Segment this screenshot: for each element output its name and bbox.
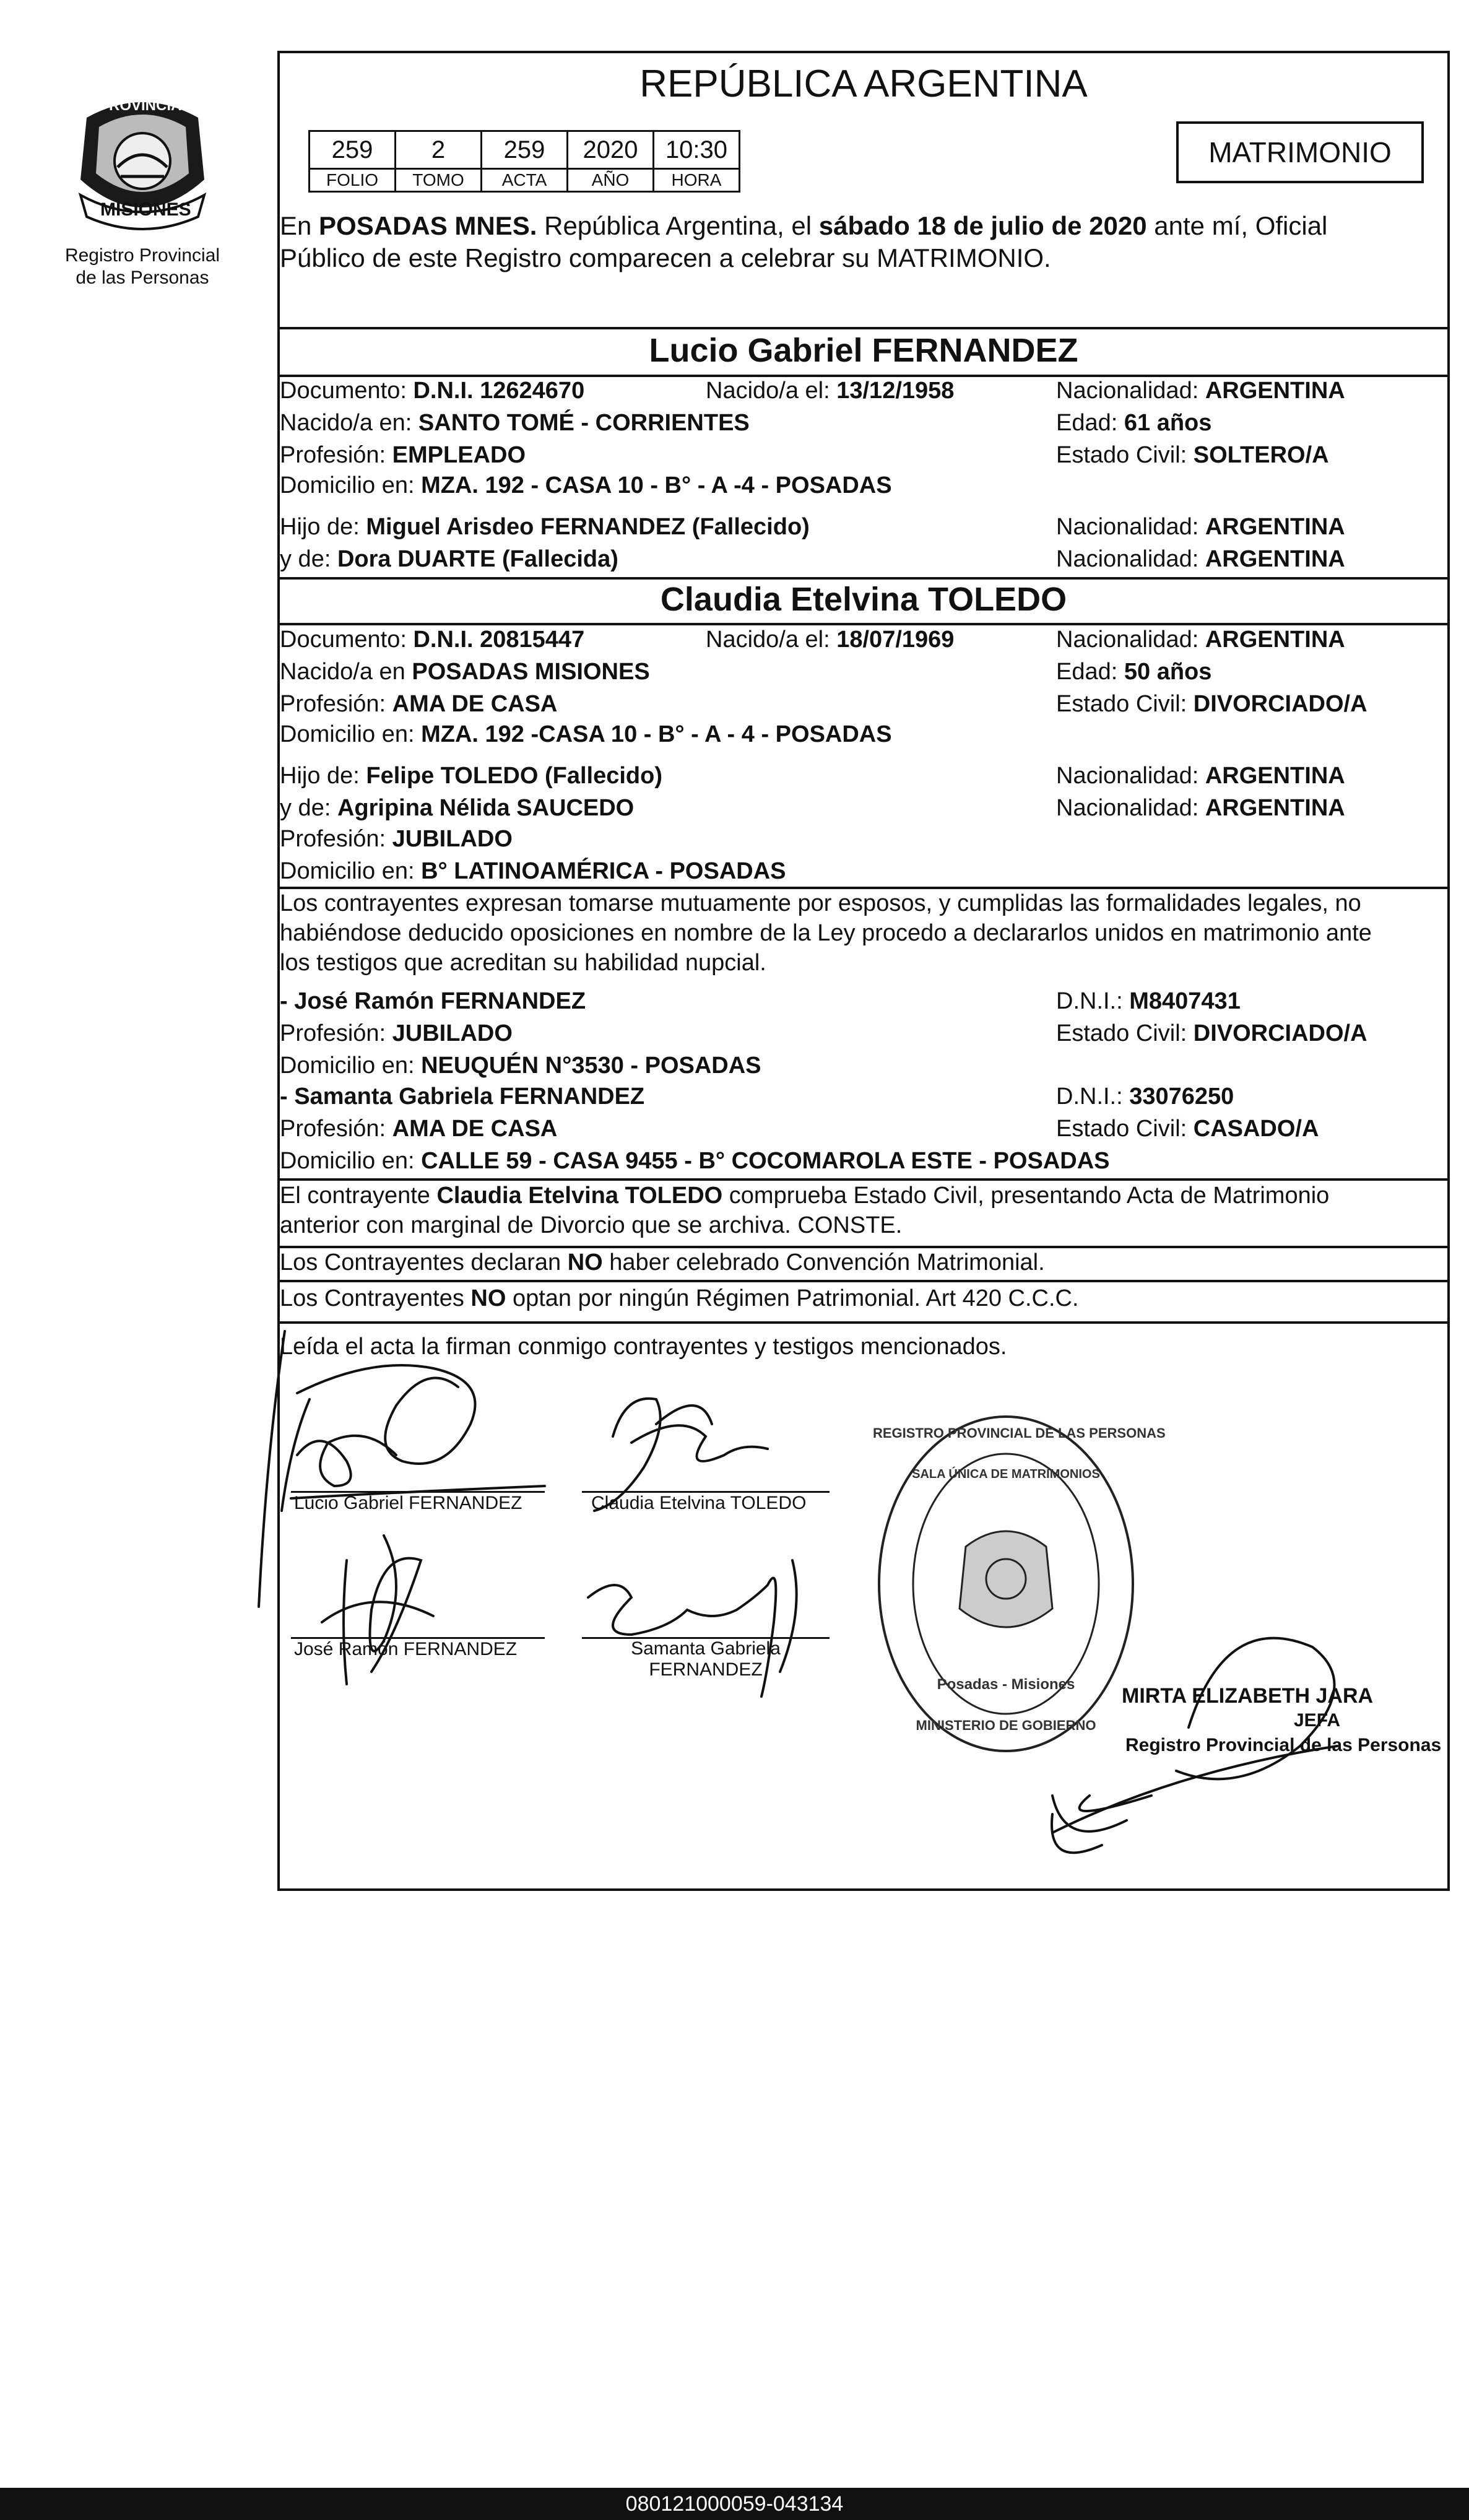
value: B° LATINOAMÉRICA - POSADAS bbox=[421, 858, 786, 884]
stamp-city-text: Posadas - Misiones bbox=[937, 1676, 1075, 1693]
value: JUBILADO bbox=[392, 1020, 513, 1046]
witness2-civil-status bbox=[1056, 1114, 1319, 1143]
witness1-name: - José Ramón FERNANDEZ bbox=[280, 988, 586, 1014]
divider bbox=[277, 1280, 1450, 1282]
value: AMA DE CASA bbox=[392, 1116, 558, 1142]
divider bbox=[277, 1178, 1450, 1181]
label: Domicilio en: bbox=[280, 1053, 422, 1079]
value: DIVORCIADO/A bbox=[1193, 691, 1367, 717]
intro-line1 bbox=[280, 211, 1327, 241]
bride-signature-name: Claudia Etelvina TOLEDO bbox=[591, 1493, 807, 1513]
bride-name: Claudia Etelvina TOLEDO bbox=[660, 581, 1067, 618]
registry-table bbox=[308, 130, 740, 193]
registry-ano: 2020 bbox=[568, 131, 654, 169]
stamp-outer-text: REGISTRO PROVINCIAL DE LAS PERSONAS bbox=[873, 1425, 1166, 1441]
registry-ano-label: AÑO bbox=[568, 169, 654, 192]
value: 18/07/1969 bbox=[836, 627, 955, 653]
text: haber celebrado Convención Matrimonial. bbox=[602, 1249, 1045, 1275]
groom-father bbox=[280, 513, 810, 541]
label: Nacionalidad: bbox=[1056, 627, 1205, 653]
intro-text: ante mí, Oficial bbox=[1146, 211, 1328, 240]
label: Domicilio en: bbox=[280, 858, 422, 884]
label: Estado Civil: bbox=[1056, 1116, 1194, 1142]
groom-profession bbox=[280, 441, 526, 469]
label: Estado Civil: bbox=[1056, 691, 1194, 717]
bride-civil-status bbox=[1056, 690, 1367, 718]
stamp-inner-text: SALA ÚNICA DE MATRIMONIOS bbox=[912, 1467, 1100, 1481]
label: Nacionalidad: bbox=[1056, 546, 1205, 572]
label: Edad: bbox=[1056, 410, 1124, 436]
groom-birthplace bbox=[280, 409, 750, 437]
groom-document bbox=[280, 376, 584, 405]
witness2-address bbox=[280, 1147, 1110, 1175]
label: Profesión: bbox=[280, 691, 392, 717]
value: CASADO/A bbox=[1193, 1116, 1319, 1142]
label: Domicilio en: bbox=[280, 1148, 422, 1174]
divorce-note-line1 bbox=[280, 1181, 1329, 1210]
value: ARGENTINA bbox=[1205, 514, 1345, 540]
official-name: MIRTA ELIZABETH JARA bbox=[1122, 1684, 1374, 1708]
bride-birthplace bbox=[280, 658, 650, 686]
divider bbox=[277, 327, 1450, 329]
bride-mother-profession bbox=[280, 825, 513, 853]
groom-civil-status bbox=[1056, 441, 1329, 469]
value: NO bbox=[567, 1249, 603, 1275]
label: Documento: bbox=[280, 627, 414, 653]
label: Profesión: bbox=[280, 442, 392, 468]
official-office: Registro Provincial de las Personas bbox=[1125, 1735, 1442, 1755]
witness1-civil-status bbox=[1056, 1019, 1367, 1048]
regime-statement bbox=[280, 1284, 1079, 1313]
label: Edad: bbox=[1056, 659, 1124, 685]
registry-acta: 259 bbox=[482, 131, 568, 169]
witness1-dni bbox=[1056, 987, 1241, 1015]
value: Felipe TOLEDO (Fallecido) bbox=[366, 763, 662, 789]
value: 33076250 bbox=[1129, 1084, 1234, 1110]
witness1-profession bbox=[280, 1019, 513, 1048]
witness2-profession bbox=[280, 1114, 557, 1143]
groom-father-nationality bbox=[1056, 513, 1345, 541]
value: ARGENTINA bbox=[1205, 546, 1345, 572]
bride-mother bbox=[280, 794, 634, 822]
value: SOLTERO/A bbox=[1193, 442, 1329, 468]
provincial-logo bbox=[62, 74, 223, 235]
value: D.N.I. 12624670 bbox=[413, 378, 585, 404]
text: optan por ningún Régimen Patrimonial. Art 420 C.C.C. bbox=[506, 1285, 1079, 1311]
value: POSADAS MISIONES bbox=[412, 659, 650, 685]
intro-place: POSADAS MNES. bbox=[319, 211, 537, 240]
label: y de: bbox=[280, 795, 337, 821]
value: ARGENTINA bbox=[1205, 795, 1345, 821]
divider bbox=[277, 1321, 1450, 1324]
bride-age bbox=[1056, 658, 1211, 686]
label: Nacido/a el: bbox=[706, 627, 837, 653]
groom-birthdate bbox=[706, 376, 954, 405]
value: ARGENTINA bbox=[1205, 627, 1345, 653]
label: Hijo de: bbox=[280, 514, 366, 540]
value: MZA. 192 -CASA 10 - B° - A - 4 - POSADAS bbox=[421, 721, 892, 747]
type-box bbox=[1176, 121, 1424, 183]
logo-caption-line2: de las Personas bbox=[76, 267, 209, 288]
divorce-note-line2: anterior con marginal de Divorcio que se archiva. CONSTE. bbox=[280, 1212, 903, 1238]
registry-tomo-label: TOMO bbox=[396, 169, 482, 192]
bride-mother-address bbox=[280, 857, 786, 885]
witness2-name: - Samanta Gabriela FERNANDEZ bbox=[280, 1084, 645, 1110]
groom-nationality bbox=[1056, 376, 1345, 405]
value: SANTO TOMÉ - CORRIENTES bbox=[418, 410, 750, 436]
registry-hora-label: HORA bbox=[654, 169, 740, 192]
closing-statement: Leída el acta la firman conmigo contrayentes y testigos mencionados. bbox=[280, 1334, 1007, 1360]
witness2-signature-name-l1: Samanta Gabriela bbox=[631, 1638, 781, 1659]
document-title: REPÚBLICA ARGENTINA bbox=[639, 63, 1088, 105]
registry-folio-label: FOLIO bbox=[310, 169, 396, 192]
bride-nationality bbox=[1056, 625, 1345, 654]
groom-signature-name: Lucio Gabriel FERNANDEZ bbox=[294, 1493, 522, 1513]
groom-address bbox=[280, 471, 892, 500]
witness1-signature-name: José Ramón FERNANDEZ bbox=[294, 1639, 518, 1659]
label: Profesión: bbox=[280, 1020, 392, 1046]
logo-ring-text: PROVINCIA DE bbox=[99, 97, 206, 114]
registry-tomo: 2 bbox=[396, 131, 482, 169]
value: EMPLEADO bbox=[392, 442, 526, 468]
registry-hora: 10:30 bbox=[654, 131, 740, 169]
bride-document bbox=[280, 625, 584, 654]
witness2-signature-name-l2: FERNANDEZ bbox=[649, 1659, 763, 1680]
label: Domicilio en: bbox=[280, 472, 422, 498]
value: JUBILADO bbox=[392, 826, 513, 852]
value: Agripina Nélida SAUCEDO bbox=[337, 795, 635, 821]
groom-name: Lucio Gabriel FERNANDEZ bbox=[649, 332, 1078, 369]
groom-mother-nationality bbox=[1056, 545, 1345, 573]
registry-acta-label: ACTA bbox=[482, 169, 568, 192]
label: Nacido/a en bbox=[280, 659, 412, 685]
value: M8407431 bbox=[1129, 988, 1241, 1014]
value: MZA. 192 - CASA 10 - B° - A -4 - POSADAS bbox=[421, 472, 892, 498]
label: Nacionalidad: bbox=[1056, 763, 1205, 789]
logo-caption-line1: Registro Provincial bbox=[64, 245, 220, 266]
text: El contrayente bbox=[280, 1183, 437, 1209]
intro-line2: Público de este Registro comparecen a celebrar su MATRIMONIO. bbox=[280, 243, 1051, 272]
label: Nacido/a en: bbox=[280, 410, 418, 436]
label: D.N.I.: bbox=[1056, 1084, 1130, 1110]
convention-statement bbox=[280, 1248, 1045, 1277]
text: Los Contrayentes declaran bbox=[280, 1249, 568, 1275]
logo-banner-text: MISIONES bbox=[100, 199, 191, 220]
declaration-line1: Los contrayentes expresan tomarse mutuamente por esposos, y cumplidas las formalidades legales, no bbox=[280, 890, 1361, 916]
official-role: JEFA bbox=[1294, 1710, 1341, 1731]
bride-profession bbox=[280, 690, 557, 718]
value: Miguel Arisdeo FERNANDEZ (Fallecido) bbox=[366, 514, 810, 540]
groom-mother bbox=[280, 545, 618, 573]
registry-folio: 259 bbox=[310, 131, 396, 169]
value: D.N.I. 20815447 bbox=[413, 627, 585, 653]
text: Los Contrayentes bbox=[280, 1285, 471, 1311]
label: y de: bbox=[280, 546, 337, 572]
label: Nacionalidad: bbox=[1056, 514, 1205, 540]
intro-date: sábado 18 de julio de 2020 bbox=[818, 211, 1147, 240]
value: ARGENTINA bbox=[1205, 378, 1345, 404]
label: Estado Civil: bbox=[1056, 1020, 1194, 1046]
label: Nacionalidad: bbox=[1056, 795, 1205, 821]
value: 50 años bbox=[1124, 659, 1212, 685]
bride-father-nationality bbox=[1056, 762, 1345, 790]
declaration-line3: los testigos que acreditan su habilidad nupcial. bbox=[280, 950, 766, 976]
type-label: MATRIMONIO bbox=[1208, 136, 1392, 168]
stamp-bottom-text: MINISTERIO DE GOBIERNO bbox=[916, 1718, 1096, 1733]
label: Profesión: bbox=[280, 826, 392, 852]
label: Nacionalidad: bbox=[1056, 378, 1205, 404]
bride-father bbox=[280, 762, 662, 790]
label: Hijo de: bbox=[280, 763, 366, 789]
text: comprueba Estado Civil, presentando Acta de Matrimonio bbox=[722, 1183, 1330, 1209]
value: AMA DE CASA bbox=[392, 691, 558, 717]
bride-address bbox=[280, 720, 892, 749]
value: NEUQUÉN N°3530 - POSADAS bbox=[421, 1053, 761, 1079]
value: 61 años bbox=[1124, 410, 1212, 436]
intro-text: En bbox=[280, 211, 319, 240]
official-stamp bbox=[873, 1410, 1166, 1757]
value: DIVORCIADO/A bbox=[1193, 1020, 1367, 1046]
witness2-dni bbox=[1056, 1082, 1234, 1111]
value: Claudia Etelvina TOLEDO bbox=[436, 1183, 723, 1209]
label: Domicilio en: bbox=[280, 721, 422, 747]
value: Dora DUARTE (Fallecida) bbox=[337, 546, 618, 572]
footer-code: 080121000059-043134 bbox=[625, 2492, 844, 2516]
value: CALLE 59 - CASA 9455 - B° COCOMAROLA ESTE - POSADAS bbox=[421, 1148, 1110, 1174]
label: Documento: bbox=[280, 378, 414, 404]
groom-age bbox=[1056, 409, 1211, 437]
value: ARGENTINA bbox=[1205, 763, 1345, 789]
label: Estado Civil: bbox=[1056, 442, 1194, 468]
label: Profesión: bbox=[280, 1116, 392, 1142]
value: 13/12/1958 bbox=[836, 378, 955, 404]
label: Nacido/a el: bbox=[706, 378, 837, 404]
label: D.N.I.: bbox=[1056, 988, 1130, 1014]
declaration-line2: habiéndose deducido oposiciones en nombre de la Ley procedo a declararlos unidos en matrimonio ante bbox=[280, 920, 1372, 946]
bride-birthdate bbox=[706, 625, 954, 654]
intro-text: República Argentina, el bbox=[537, 211, 819, 240]
witness1-address bbox=[280, 1051, 761, 1080]
value: NO bbox=[470, 1285, 506, 1311]
bride-mother-nationality bbox=[1056, 794, 1345, 822]
footer-bar bbox=[0, 2488, 1469, 2520]
